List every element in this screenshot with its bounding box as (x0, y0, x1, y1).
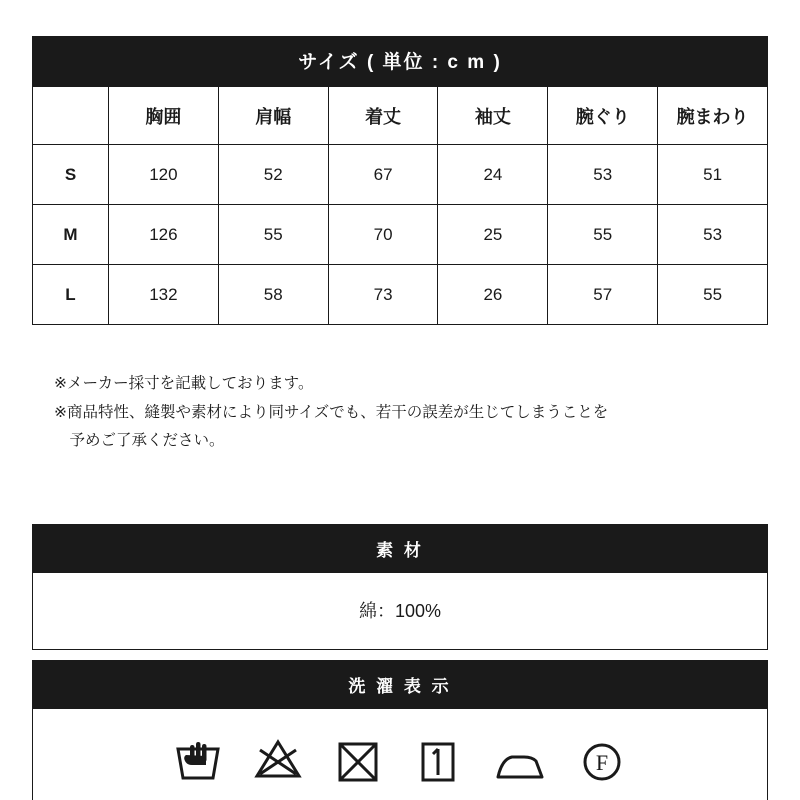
cell-l-sleeve: 26 (438, 265, 548, 325)
cell-s-sleeve: 24 (438, 145, 548, 205)
drip-dry-in-shade-icon (412, 733, 464, 785)
no-bleach-icon (252, 733, 304, 785)
column-header-armhole: 腕ぐり (548, 87, 658, 145)
table-row (33, 205, 768, 265)
dry-clean-f-icon (576, 733, 628, 785)
material-section-title: 素 材 (32, 524, 768, 573)
note-line-2: ※商品特性、縫製や素材により同サイズでも、若干の誤差が生じてしまうことを (54, 403, 609, 421)
cell-l-armhole: 57 (548, 265, 658, 325)
table-row (33, 265, 768, 325)
svg-text:F: F (595, 749, 609, 775)
size-table-title: サイズ ( 単位 : c m ) (32, 36, 768, 86)
material-value: 綿：100% (32, 573, 768, 650)
note-line-1: ※メーカー採寸を記載しております。 (54, 375, 314, 392)
wash-care-body (32, 709, 768, 800)
cell-m-sleeve: 25 (438, 205, 548, 265)
cell-m-armhole: 55 (548, 205, 658, 265)
row-label-m: M (33, 205, 109, 265)
column-header-sleeve: 袖丈 (438, 87, 548, 145)
notes-block (54, 370, 754, 456)
cell-l-bust: 132 (109, 265, 219, 325)
table-row (33, 145, 768, 205)
size-table-section (32, 36, 768, 325)
cell-m-arm: 53 (658, 205, 768, 265)
column-header-corner (33, 87, 109, 145)
cell-l-shoulder: 58 (218, 265, 328, 325)
column-header-shoulder: 肩幅 (218, 87, 328, 145)
cell-m-shoulder: 55 (218, 205, 328, 265)
material-section (32, 524, 768, 650)
wash-care-section-title: 洗 濯 表 示 (32, 660, 768, 709)
table-header-row (33, 87, 768, 145)
wash-care-section (32, 660, 768, 800)
cell-s-bust: 120 (109, 145, 219, 205)
iron-low-icon (492, 733, 548, 785)
cell-s-armhole: 53 (548, 145, 658, 205)
cell-l-arm: 55 (658, 265, 768, 325)
cell-l-length: 73 (328, 265, 438, 325)
hand-wash-icon (172, 733, 224, 785)
no-tumble-dry-icon (332, 733, 384, 785)
row-label-s: S (33, 145, 109, 205)
cell-m-length: 70 (328, 205, 438, 265)
row-label-l: L (33, 265, 109, 325)
column-header-length: 着丈 (328, 87, 438, 145)
wash-care-icon-row (33, 725, 767, 792)
cell-s-shoulder: 52 (218, 145, 328, 205)
cell-s-arm: 51 (658, 145, 768, 205)
cell-s-length: 67 (328, 145, 438, 205)
column-header-bust: 胸囲 (109, 87, 219, 145)
cell-m-bust: 126 (109, 205, 219, 265)
column-header-arm-circumference: 腕まわり (658, 87, 768, 145)
note-line-3: 予めご了承ください。 (69, 432, 225, 450)
size-table (32, 36, 768, 325)
